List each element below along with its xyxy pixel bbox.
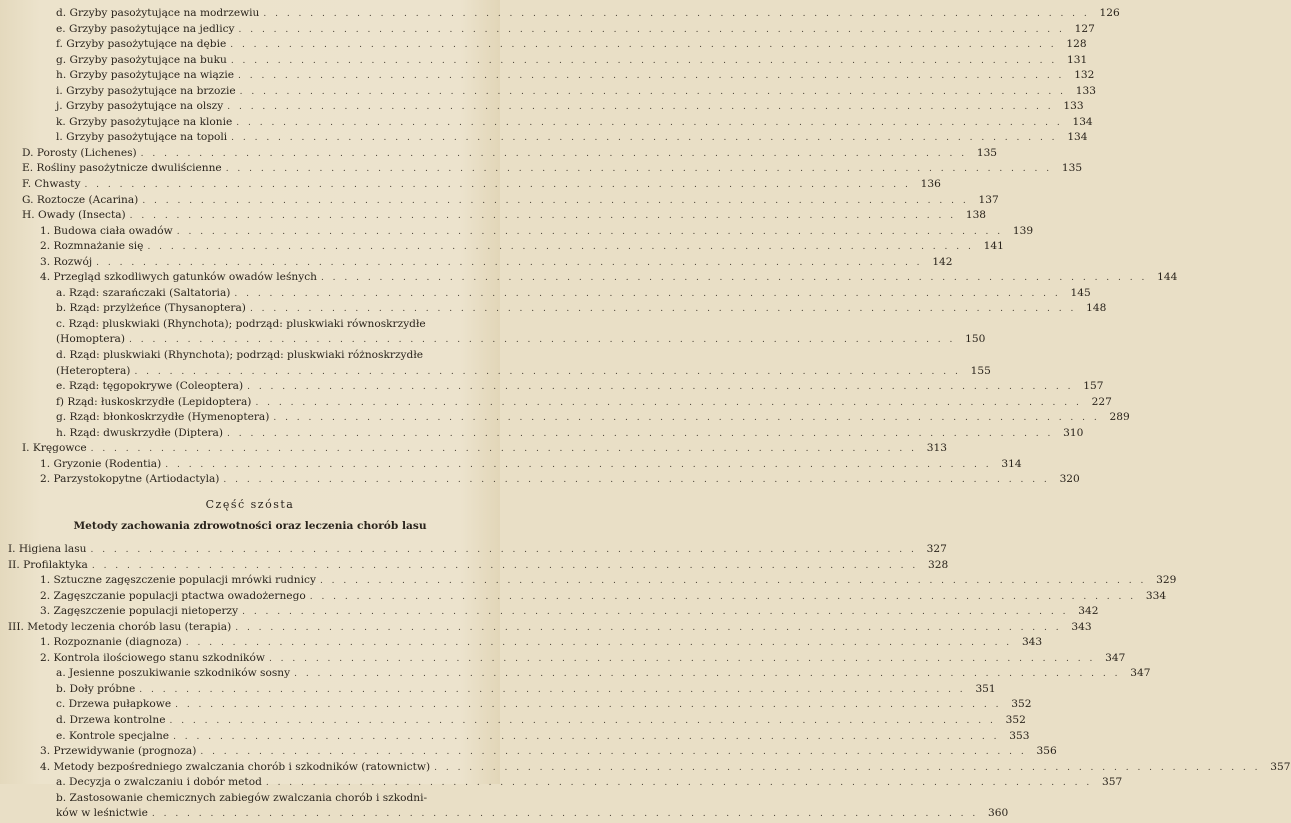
toc-entry-label: 3. Zagęszczenie populacji nietoperzy: [40, 605, 239, 618]
toc-entry-label: a. Rząd: szarańczaki (Saltatoria): [56, 286, 231, 299]
toc-entry-label: I. Higiena lasu: [8, 542, 87, 555]
toc-page-number: 357: [1270, 760, 1291, 773]
toc-entry: [0, 744, 1057, 760]
toc-entry: [0, 589, 1167, 605]
toc-page-number: 127: [1074, 22, 1095, 35]
toc-entry: [0, 651, 1126, 667]
dot-leader: [240, 85, 1066, 101]
toc-entry: [0, 573, 1177, 589]
toc-page-number: 155: [970, 364, 991, 377]
toc-entry: [0, 760, 1291, 776]
toc-page-number: 144: [1157, 271, 1178, 284]
toc-entry-label: (Heteroptera): [56, 364, 131, 377]
dot-leader: [310, 590, 1136, 606]
dot-leader: [147, 240, 973, 256]
toc-entry-label: a. Jesienne poszukiwanie szkodników sosny: [56, 667, 291, 680]
toc-entry-label: G. Roztocze (Acarina): [22, 193, 139, 206]
dot-leader: [294, 667, 1120, 683]
toc-page-number: 138: [965, 209, 987, 222]
dot-leader: [96, 256, 922, 272]
toc-page-number: 313: [926, 442, 947, 455]
dot-leader: [177, 225, 1003, 241]
toc-page-number: 328: [928, 558, 949, 571]
toc-page-number: 227: [1091, 395, 1112, 408]
toc-entry-label: l. Grzyby pasożytujące na topoli: [56, 131, 228, 144]
toc-entry: [0, 441, 947, 457]
toc-page-number: 157: [1083, 380, 1104, 393]
toc-section-part-six: [0, 542, 1291, 822]
toc-page-number: 352: [1005, 713, 1026, 726]
toc-entry: [0, 286, 1091, 302]
toc-entry: [0, 146, 998, 162]
toc-entry: [0, 542, 947, 558]
toc-entry-label: d. Drzewa kontrolne: [56, 713, 166, 726]
dot-leader: [139, 683, 965, 699]
toc-entry-label: 4. Metody bezpośredniego zwalczania chorób i szkodników (ratownictw): [40, 760, 431, 773]
dot-leader: [227, 427, 1053, 443]
toc-page-number: 135: [976, 146, 998, 159]
toc-entry-label: j. Grzyby pasożytujące na olszy: [56, 100, 224, 113]
toc-page-number: 353: [1009, 729, 1030, 742]
toc-entry: [0, 410, 1130, 426]
dot-leader: [200, 745, 1026, 761]
part-heading: Część szósta: [205, 497, 295, 511]
dot-leader: [129, 333, 955, 349]
toc-entry: [0, 37, 1087, 53]
toc-entry: [0, 426, 1084, 442]
toc-page-number: 327: [926, 542, 947, 555]
toc-entry: [0, 68, 1095, 84]
dot-leader: [239, 23, 1065, 39]
dot-leader: [92, 559, 918, 575]
toc-entry: [0, 301, 1107, 317]
dot-leader: [84, 178, 910, 194]
dot-leader: [273, 411, 1099, 427]
toc-entry-label: c. Drzewa pułapkowe: [56, 698, 172, 711]
toc-entry: [0, 682, 996, 698]
toc-page-number: 356: [1036, 745, 1057, 758]
dot-leader: [263, 7, 1089, 23]
toc-entry-label: 4. Przegląd szkodliwych gatunków owadów leśnych: [40, 271, 317, 284]
toc-page-number: 135: [1061, 162, 1083, 175]
toc-entry: [0, 558, 949, 574]
toc-page-number: 334: [1145, 589, 1167, 602]
toc-entry: [0, 161, 1083, 177]
toc-page-number: 139: [1012, 224, 1034, 237]
dot-leader: [238, 69, 1064, 85]
dot-leader: [434, 761, 1260, 777]
toc-page-number: 145: [1070, 286, 1091, 299]
dot-leader: [231, 131, 1057, 147]
toc-entry: [0, 666, 1151, 682]
dot-leader: [266, 776, 1092, 792]
toc-entry-label: e. Rząd: tęgopokrywe (Coleoptera): [56, 380, 244, 393]
toc-entry: [0, 193, 999, 209]
toc-page-number: 343: [1071, 620, 1092, 633]
dot-leader: [169, 714, 995, 730]
toc-page-number: 320: [1059, 473, 1080, 486]
toc-page-number: 134: [1067, 131, 1088, 144]
dot-leader: [321, 271, 1147, 287]
toc-entry: [0, 791, 500, 807]
table-of-contents: [0, 6, 1291, 822]
dot-leader: [141, 147, 967, 163]
toc-entry-label: h. Rząd: dwuskrzydłe (Diptera): [56, 426, 223, 439]
toc-entry: [0, 255, 953, 271]
toc-page-number: 142: [932, 255, 953, 268]
dot-leader: [130, 209, 956, 225]
dot-leader: [173, 730, 999, 746]
toc-entry: [0, 379, 1104, 395]
toc-entry-label: k. Grzyby pasożytujące na klonie: [56, 115, 233, 128]
toc-page-number: 314: [1001, 457, 1022, 470]
toc-page-number: 148: [1086, 302, 1107, 315]
toc-entry-label: 1. Gryzonie (Rodentia): [40, 457, 162, 470]
toc-entry: [0, 177, 941, 193]
dot-leader: [223, 473, 1049, 489]
toc-entry-label: 2. Parzystokopytne (Artiodactyla): [40, 473, 220, 486]
toc-entry-label: g. Grzyby pasożytujące na buku: [56, 53, 227, 66]
toc-entry-label: 2. Rozmnażanie się: [40, 240, 144, 253]
dot-leader: [91, 442, 917, 458]
toc-entry: [0, 53, 1088, 69]
toc-entry-label: (Homoptera): [56, 333, 125, 346]
dot-leader: [175, 698, 1001, 714]
toc-page-number: 134: [1072, 115, 1093, 128]
toc-entry: [0, 6, 1120, 22]
toc-entry-label: 1. Rozpoznanie (diagnoza): [40, 636, 182, 649]
toc-entry-label: 3. Przewidywanie (prognoza): [40, 745, 197, 758]
toc-entry-label: D. Porosty (Lichenes): [22, 146, 137, 159]
dot-leader: [186, 636, 1012, 652]
toc-page-number: 126: [1099, 7, 1120, 19]
toc-entry: [0, 457, 1022, 473]
toc-entry-label: 1. Budowa ciała owadów: [40, 224, 173, 237]
toc-page-number: 342: [1078, 605, 1099, 618]
toc-entry-label: ków w leśnictwie: [56, 807, 148, 820]
toc-page-number: 137: [978, 193, 999, 206]
toc-page-number: 360: [988, 807, 1009, 820]
toc-entry: [0, 239, 1004, 255]
dot-leader: [269, 652, 1095, 668]
toc-entry-label: III. Metody leczenia chorób lasu (terapia): [8, 620, 232, 633]
dot-leader: [231, 54, 1057, 70]
toc-entry-label: c. Rząd: pluskwiaki (Rhynchota); podrząd: pluskwiaki równoskrzydłe: [56, 317, 426, 330]
toc-entry: [0, 775, 1123, 791]
toc-entry: [0, 713, 1026, 729]
toc-entry: [0, 395, 1112, 411]
toc-entry-label: f) Rząd: łuskoskrzydłe (Lepidoptera): [56, 395, 252, 408]
dot-leader: [165, 458, 991, 474]
toc-entry: [0, 635, 1043, 651]
toc-entry: [0, 115, 1093, 131]
toc-page-number: 289: [1109, 411, 1130, 424]
dot-leader: [142, 194, 968, 210]
toc-entry-label: 2. Zagęszczanie populacji ptactwa owadożernego: [40, 589, 306, 602]
toc-entry-label: d. Rząd: pluskwiaki (Rhynchota); podrząd: pluskwiaki różnoskrzydłe: [56, 349, 424, 362]
toc-page-number: 352: [1011, 698, 1032, 711]
dot-leader: [320, 574, 1146, 590]
toc-page-number: 347: [1105, 651, 1126, 664]
dot-leader: [234, 287, 1060, 303]
toc-entry: [0, 332, 986, 348]
dot-leader: [134, 365, 960, 381]
toc-entry-label: d. Grzyby pasożytujące na modrzewiu: [56, 7, 260, 19]
toc-entry-label: I. Kręgowce: [22, 442, 87, 455]
toc-entry-label: f. Grzyby pasożytujące na dębie: [56, 38, 227, 51]
toc-page-number: 133: [1063, 100, 1084, 113]
toc-page-number: 136: [920, 178, 941, 191]
toc-entry: [0, 84, 1097, 100]
toc-entry: [0, 208, 987, 224]
dot-leader: [90, 543, 916, 559]
toc-entry: [0, 22, 1095, 38]
toc-entry: [0, 224, 1034, 240]
toc-page-number: 150: [965, 333, 986, 346]
toc-entry-label: E. Rośliny pasożytnicze dwuliścienne: [22, 162, 222, 175]
toc-page-number: 133: [1075, 84, 1097, 97]
toc-entry-label: b. Doły próbne: [56, 682, 136, 695]
dot-leader: [247, 380, 1073, 396]
toc-entry-label: e. Grzyby pasożytujące na jedlicy: [56, 22, 235, 35]
toc-entry: [0, 697, 1032, 713]
toc-entry-label: 1. Sztuczne zagęszczenie populacji mrówki rudnicy: [40, 574, 316, 587]
toc-entry: [0, 317, 500, 333]
toc-page-number: 132: [1074, 69, 1095, 82]
toc-entry-label: 3. Rozwój: [40, 255, 93, 268]
toc-page-number: 357: [1102, 776, 1123, 789]
toc-entry: [0, 806, 1009, 822]
toc-page-number: 347: [1130, 667, 1151, 680]
toc-page-number: 131: [1066, 53, 1088, 66]
toc-entry: [0, 729, 1030, 745]
toc-entry: [0, 99, 1084, 115]
toc-entry: [0, 348, 500, 364]
toc-entry: [0, 620, 1092, 636]
dot-leader: [230, 38, 1056, 54]
toc-page-number: 310: [1063, 426, 1084, 439]
dot-leader: [227, 100, 1053, 116]
dot-leader: [226, 162, 1052, 178]
toc-entry-label: 2. Kontrola ilościowego stanu szkodników: [40, 651, 265, 664]
toc-page-number: 141: [983, 240, 1004, 253]
toc-entry-label: g. Rząd: błonkoskrzydłe (Hymenoptera): [56, 411, 270, 424]
toc-entry-label: b. Zastosowanie chemicznych zabiegów zwalczania chorób i szkodni-: [56, 791, 428, 804]
dot-leader: [236, 116, 1062, 132]
part-title: Metody zachowania zdrowotności oraz leczenia chorób lasu: [73, 519, 427, 532]
toc-entry-label: i. Grzyby pasożytujące na brzozie: [56, 84, 236, 97]
toc-entry-label: b. Rząd: przylżeńce (Thysanoptera): [56, 302, 246, 315]
toc-section-part-five: [0, 6, 1178, 488]
toc-entry-label: h. Grzyby pasożytujące na wiązie: [56, 69, 235, 82]
toc-page-number: 351: [975, 682, 996, 695]
toc-entry: [0, 270, 1178, 286]
dot-leader: [152, 807, 978, 823]
toc-entry-label: H. Owady (Insecta): [22, 209, 126, 222]
toc-page-number: 343: [1021, 636, 1043, 649]
toc-entry: [0, 604, 1099, 620]
toc-page-number: 329: [1156, 574, 1177, 587]
dot-leader: [250, 302, 1076, 318]
toc-entry-label: e. Kontrole specjalne: [56, 729, 170, 742]
dot-leader: [255, 396, 1081, 412]
toc-entry-label: II. Profilaktyka: [8, 558, 88, 571]
toc-entry: [0, 130, 1088, 146]
dot-leader: [242, 605, 1068, 621]
toc-entry: [0, 364, 991, 380]
dot-leader: [235, 621, 1061, 637]
toc-page-number: 128: [1066, 38, 1087, 51]
toc-entry-label: F. Chwasty: [22, 178, 81, 191]
toc-entry: [0, 472, 1080, 488]
toc-entry-label: a. Decyzja o zwalczaniu i dobór metod: [56, 776, 262, 789]
